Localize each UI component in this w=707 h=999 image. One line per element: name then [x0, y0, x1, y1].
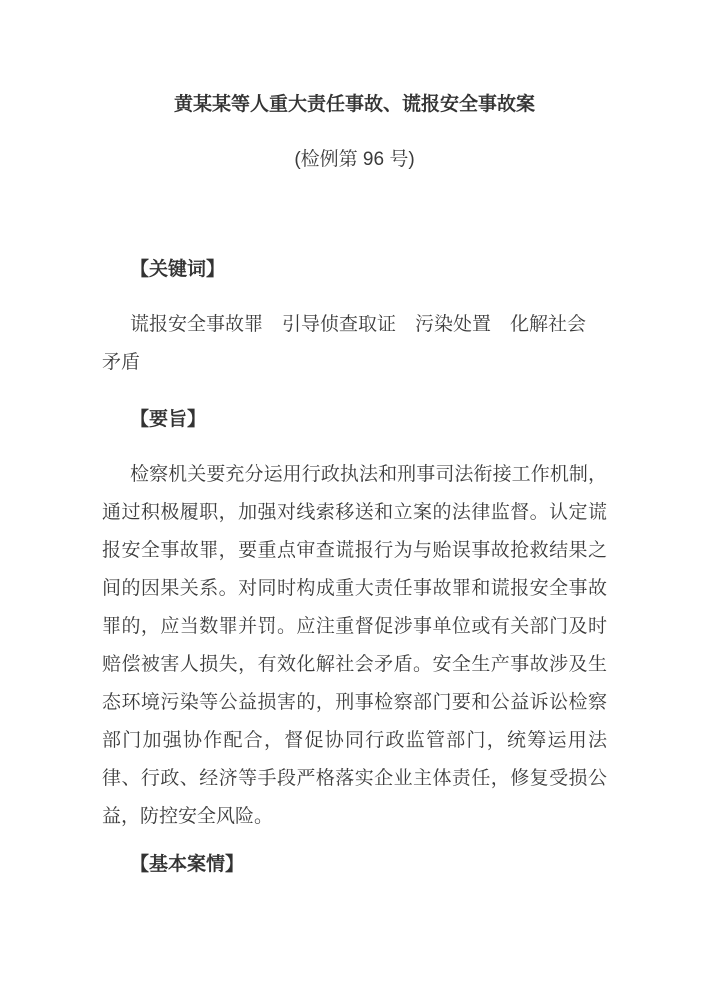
case-number: (检例第 96 号)	[294, 149, 415, 170]
document-title: 黄某某等人重大责任事故、谎报安全事故案	[173, 94, 535, 115]
section-heading-keywords: 【关键词】	[130, 259, 226, 280]
section-heading-summary: 【要旨】	[130, 409, 207, 430]
section-heading-basic-facts: 【基本案情】	[130, 854, 245, 875]
keywords-text: 谎报安全事故罪 引导侦查取证 污染处置 化解社会矛盾	[102, 314, 587, 373]
summary-text: 检察机关要充分运用行政执法和刑事司法衔接工作机制，通过积极履职，加强对线索移送和立案的法律监督。认定谎报安全事故罪，要重点审查谎报行为与贻误事故抢救结果之间的因果关系。对同时构成重大责任事故罪和谎报安全事故罪的，应当数罪并罚。应注重督促涉事单位或有关部门及时赔偿被害人损失，有效化解社会矛盾。安全生产事故涉及生态环境污染等公益损害的，刑事检察部门要和公益诉讼检察部门加强协作配合，督促协同行政监管部门，统筹运用法律、行政、经济等手段严格落实企业主体责任，修复受损公益，防控安全风险。	[102, 464, 607, 827]
